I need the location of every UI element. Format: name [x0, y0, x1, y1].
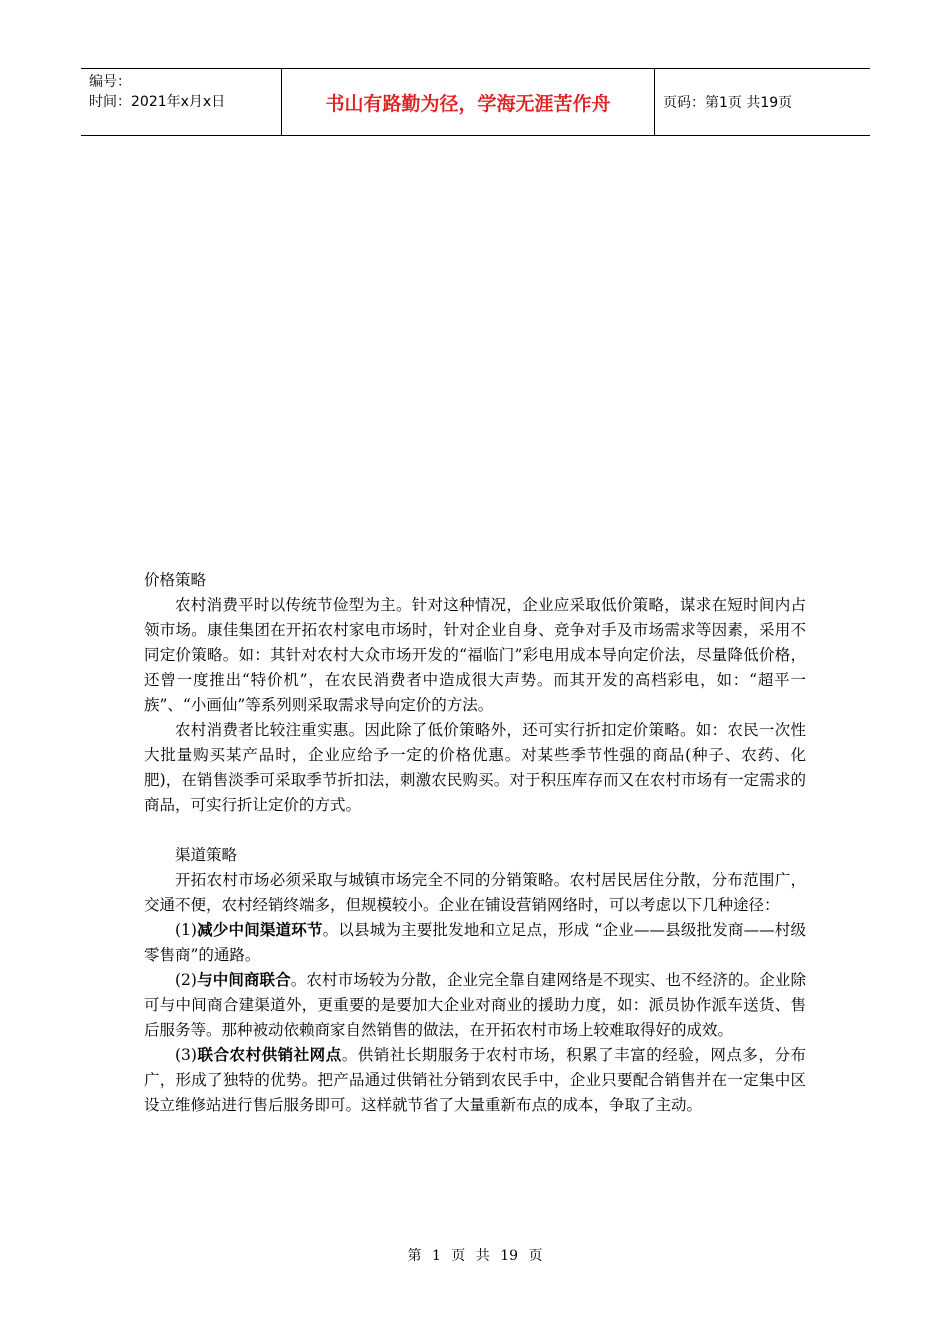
document-number-label: 编号： — [89, 74, 131, 90]
item-bold-title: 联合农村供销社网点 — [196, 1046, 342, 1064]
item-text: 。农村市场较为分散，企业完全靠自建网络是不现实、也不经济的。企业除可与中间商合建渠道外，更重要的是要加大企业对商业的援助力度，如：派员协作派车送货、售后服务等。那种被动依赖商家自然销售的做法，在开拓农村市场上较难取得好的成效。 — [144, 971, 806, 1039]
item-number: (1) — [175, 921, 197, 939]
header-meta-cell — [81, 69, 282, 135]
item-number: (3) — [175, 1046, 197, 1064]
page-footer: 第 1 页 共 19 页 — [407, 1248, 543, 1264]
document-time-label: 时间：2021年x月x日 — [89, 94, 226, 110]
item-number: (2) — [175, 971, 197, 989]
page-header — [81, 68, 870, 136]
section-title-pricing: 价格策略 — [144, 571, 207, 589]
header-page-info: 页码：第1页 共19页 — [663, 95, 793, 111]
list-item — [144, 968, 806, 1043]
section-title-channel: 渠道策略 — [175, 846, 238, 864]
item-text: 。以县城为主要批发地和立足点，形成 “企业——县级批发商——村级零售商”的通路。 — [144, 921, 806, 964]
paragraph: 农村消费者比较注重实惠。因此除了低价策略外，还可实行折扣定价策略。如：农民一次性大批量购买某产品时，企业应给予一定的价格优惠。对某些季节性强的商品(种子、农药、化肥)，在销售淡季可采取季节折扣法，刺激农民购买。对于积压库存而又在农村市场有一定需求的商品，可实行折让定价的方式。 — [144, 721, 806, 814]
blank-line — [144, 818, 806, 843]
list-item — [144, 1043, 806, 1118]
item-text: 。供销社长期服务于农村市场，积累了丰富的经验，网点多，分布广，形成了独特的优势。把产品通过供销社分销到农民手中，企业只要配合销售并在一定集中区设立维修站进行售后服务即可。这样就节省了大量重新布点的成本，争取了主动。 — [144, 1046, 806, 1114]
item-bold-title: 与中间商联合 — [196, 971, 291, 989]
paragraph: 开拓农村市场必须采取与城镇市场完全不同的分销策略。农村居民居住分散，分布范围广，交通不便，农村经销终端多，但规模较小。企业在铺设营销网络时，可以考虑以下几种途径： — [144, 871, 806, 914]
paragraph: 农村消费平时以传统节俭型为主。针对这种情况，企业应采取低价策略，谋求在短时间内占领市场。康佳集团在开拓农村家电市场时，针对企业自身、竞争对手及市场需求等因素，采用不同定价策略。如：其针对农村大众市场开发的“福临门”彩电用成本导向定价法，尽量降低价格，还曾一度推出“特价机”，在农民消费者中造成很大声势。而其开发的高档彩电，如：“超平一族”、“小画仙”等系列则采取需求导向定价的方法。 — [144, 596, 806, 714]
document-body — [144, 568, 806, 1118]
item-bold-title: 减少中间渠道环节 — [196, 921, 323, 939]
list-item — [144, 918, 806, 968]
header-motto: 书山有路勤为径，学海无涯苦作舟 — [282, 69, 655, 135]
